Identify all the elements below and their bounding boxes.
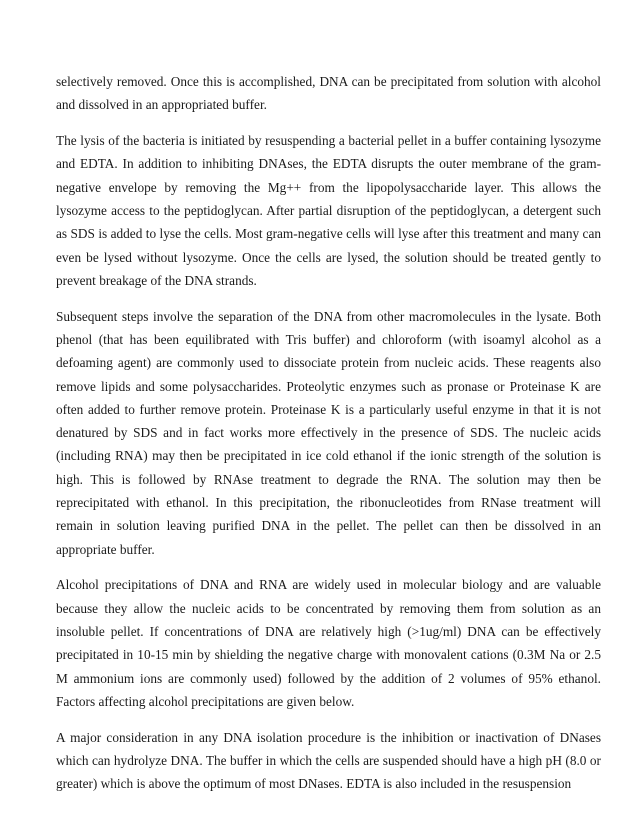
paragraph-3: Subsequent steps involve the separation of the DNA from other macromolecules in the lysate. Both phenol (that has been equilibrated with Tris buffer) and chloroform (with isoamyl alcohol as a defoaming agent) are commonly used to dissociate protein from nucleic acids. These reagents also remove lipids and some polysaccharides. Proteolytic enzymes such as pronase or Proteinase K are often added to further remove protein. Proteinase K is a particularly useful enzyme in that it is not denatured by SDS and in fact works more effectively in the presence of SDS. The nucleic acids (including RNA) may then be precipitated in ice cold ethanol if the ionic strength of the solution is high. This is followed by RNAse treatment to degrade the RNA. The solution may then be reprecipitated with ethanol. In this precipitation, the ribonucleotides from RNase treatment will remain in solution leaving purified DNA in the pellet. The pellet can then be dissolved in an appropriate buffer. — [56, 308, 601, 557]
paragraph-4: Alcohol precipitations of DNA and RNA are widely used in molecular biology and are valuable because they allow the nucleic acids to be concentrated by removing them from solution as an insoluble pellet. If concentrations of DNA are relatively high (>1ug/ml) DNA can be effectively precipitated in 10-15 min by shielding the negative charge with monovalent cations (0.3M Na or 2.5 M ammonium ions are commonly used) followed by the addition of 2 volumes of 95% ethanol. Factors affecting alcohol precipitations are given below. — [56, 577, 601, 709]
paragraph-5: A major consideration in any DNA isolation procedure is the inhibition or inactivation of DNases which can hydrolyze DNA. The buffer in which the cells are suspended should have a high pH (8.0 or greater) which is above the optimum of most DNases. EDTA is also included in the resuspension — [56, 729, 601, 792]
paragraph-2: The lysis of the bacteria is initiated by resuspending a bacterial pellet in a buffer containing lysozyme and EDTA. In addition to inhibiting DNAses, the EDTA disrupts the outer membrane of the gram-negative envelope by removing the Mg++ from the lipopolysaccharide layer. This allows the lysozyme access to the peptidoglycan. After partial disruption of the peptidoglycan, a detergent such as SDS is added to lyse the cells. Most gram-negative cells will lyse after this treatment and many can even be lysed without lysozyme. Once the cells are lysed, the solution should be treated gently to prevent breakage of the DNA strands. — [56, 133, 601, 288]
paragraph-1: selectively removed. Once this is accomplished, DNA can be precipitated from solution with alcohol and dissolved in an appropriated buffer. — [56, 74, 601, 113]
